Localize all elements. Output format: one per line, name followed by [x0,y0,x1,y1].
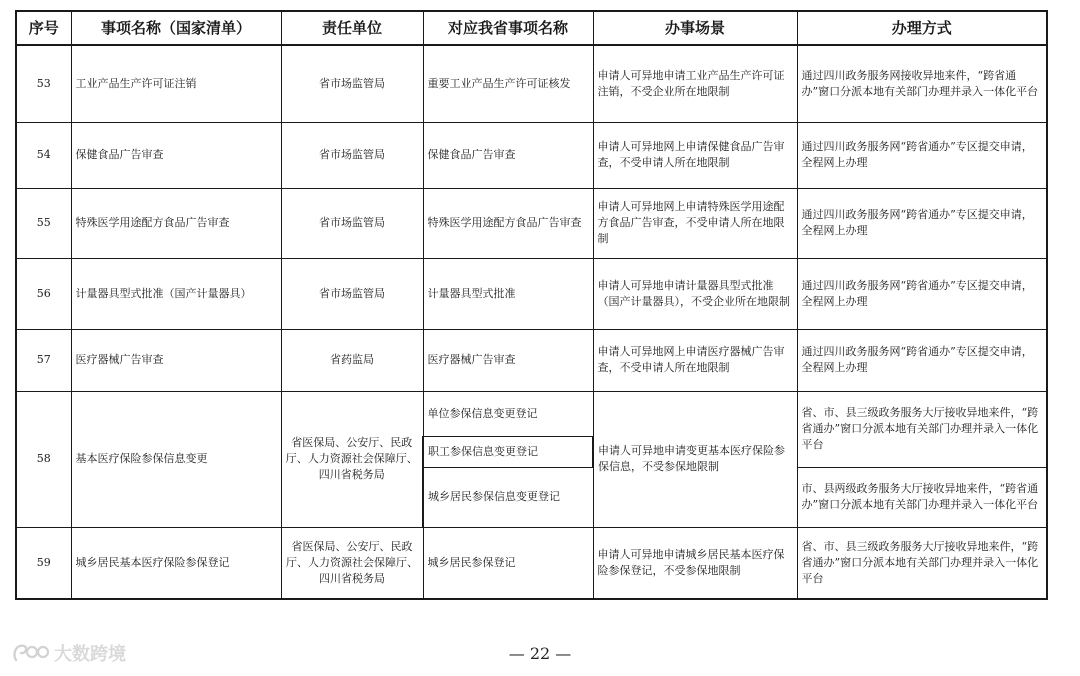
row-province-item: 医疗器械广告审查 [423,329,593,391]
watermark-text: 大数跨境 [54,644,126,665]
row-province-item: 城乡居民参保登记 [423,527,593,599]
row-item-name: 特殊医学用途配方食品广告审查 [71,188,281,258]
row-unit: 省市场监管局 [281,258,423,329]
row-item-name: 保健食品广告审查 [71,122,281,188]
row-unit: 省医保局、公安厅、民政厅、人力资源社会保障厅、四川省税务局 [281,391,423,527]
row-item-name: 基本医疗保险参保信息变更 [71,391,281,527]
row-item-name: 城乡居民基本医疗保险参保登记 [71,527,281,599]
row-method: 通过四川政务服务网接收异地来件，“跨省通办”窗口分派本地有关部门办理并录入一体化平台 [797,45,1047,122]
row-method: 省、市、县三级政务服务大厅接收异地来件，“跨省通办”窗口分派本地有关部门办理并录入一体化平台 [797,527,1047,599]
row-number: 53 [16,45,71,122]
row-unit: 省市场监管局 [281,122,423,188]
row-method: 省、市、县三级政务服务大厅接收异地来件，“跨省通办”窗口分派本地有关部门办理并录入一体化平台 [797,391,1047,467]
row-number: 55 [16,188,71,258]
row-scene: 申请人可异地申请变更基本医疗保险参保信息，不受参保地限制 [593,391,797,527]
table-row [16,45,1047,122]
row-scene: 申请人可异地申请城乡居民基本医疗保险参保登记，不受参保地限制 [593,527,797,599]
header-method: 办理方式 [797,11,1047,45]
row-method: 通过四川政务服务网“跨省通办”专区提交申请，全程网上办理 [797,258,1047,329]
service-items-table [15,10,1048,600]
row-scene: 申请人可异地网上申请保健食品广告审查，不受申请人所在地限制 [593,122,797,188]
table-row [16,527,1047,599]
row-province-item: 重要工业产品生产许可证核发 [423,45,593,122]
header-province-item: 对应我省事项名称 [423,11,593,45]
header-item-name: 事项名称（国家清单） [71,11,281,45]
row-province-item: 保健食品广告审查 [423,122,593,188]
row-method: 通过四川政务服务网“跨省通办”专区提交申请，全程网上办理 [797,122,1047,188]
row-scene: 申请人可异地网上申请医疗器械广告审查，不受申请人所在地限制 [593,329,797,391]
row-method: 通过四川政务服务网“跨省通办”专区提交申请，全程网上办理 [797,329,1047,391]
row-province-item: 职工参保信息变更登记 [423,436,593,467]
row-unit: 省市场监管局 [281,45,423,122]
row-province-item: 城乡居民参保信息变更登记 [423,467,593,527]
row-method: 市、县两级政务服务大厅接收异地来件，“跨省通办”窗口分派本地有关部门办理并录入一体化平台 [797,467,1047,527]
row-unit: 省医保局、公安厅、民政厅、人力资源社会保障厅、四川省税务局 [281,527,423,599]
row-item-name: 工业产品生产许可证注销 [71,45,281,122]
row-scene: 申请人可异地网上申请特殊医学用途配方食品广告审查，不受申请人所在地限制 [593,188,797,258]
row-province-item: 单位参保信息变更登记 [423,391,593,436]
row-number: 56 [16,258,71,329]
table-row [16,258,1047,329]
row-unit: 省市场监管局 [281,188,423,258]
row-unit: 省药监局 [281,329,423,391]
row-item-name: 计量器具型式批准（国产计量器具） [71,258,281,329]
table-row [16,188,1047,258]
row-item-name: 医疗器械广告审查 [71,329,281,391]
row-number: 58 [16,391,71,527]
row-number: 54 [16,122,71,188]
row-province-item: 特殊医学用途配方食品广告审查 [423,188,593,258]
header-scene: 办事场景 [593,11,797,45]
row-province-item: 计量器具型式批准 [423,258,593,329]
table-row [16,391,1047,436]
page-number: — 22 — [508,644,572,663]
table-header-row [16,11,1047,45]
table-row [16,329,1047,391]
table-row [16,122,1047,188]
header-serial: 序号 [16,11,71,45]
row-scene: 申请人可异地申请计量器具型式批准（国产计量器具），不受企业所在地限制 [593,258,797,329]
header-responsible-unit: 责任单位 [281,11,423,45]
row-scene: 申请人可异地申请工业产品生产许可证注销，不受企业所在地限制 [593,45,797,122]
row-number: 59 [16,527,71,599]
row-number: 57 [16,329,71,391]
row-method: 通过四川政务服务网“跨省通办”专区提交申请，全程网上办理 [797,188,1047,258]
